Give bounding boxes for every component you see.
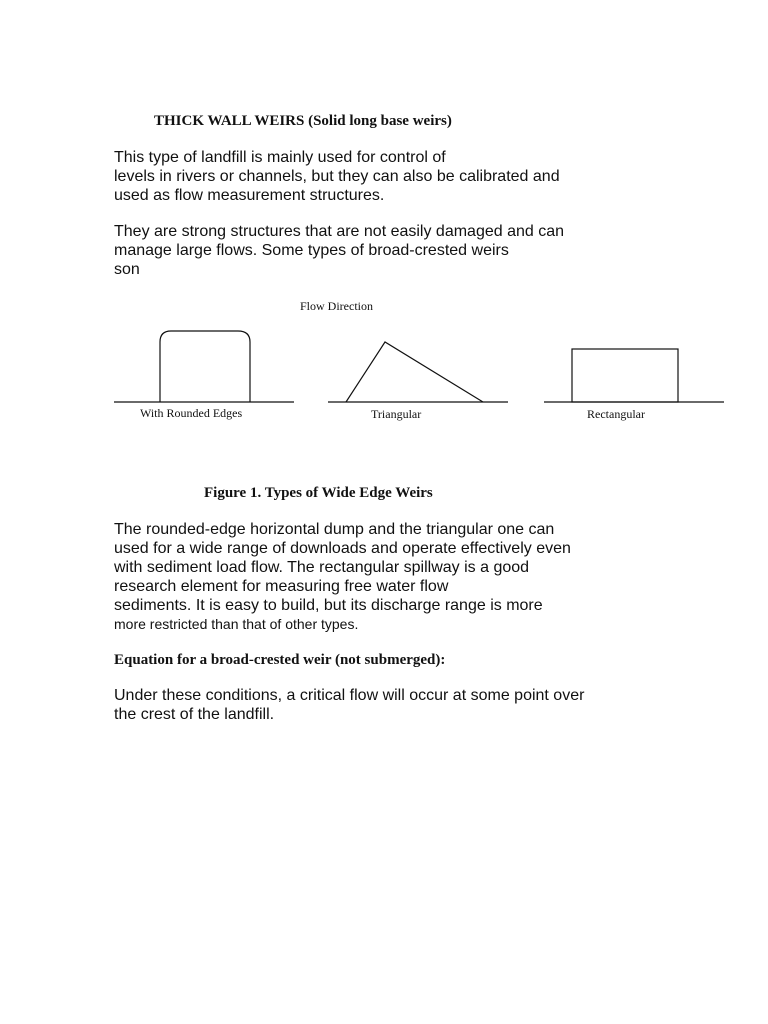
rectangular-weir-diagram <box>544 349 724 402</box>
rectangular-weir-shape <box>572 349 678 402</box>
paragraph-line: used for a wide range of downloads and operate effectively even <box>114 540 571 557</box>
paragraph-line: sediments. It is easy to build, but its discharge range is more <box>114 597 543 614</box>
weir-types-figure <box>0 290 768 430</box>
paragraph-line: The rounded-edge horizontal dump and the triangular one can <box>114 521 555 538</box>
paragraph-line: more restricted than that of other types. <box>114 616 359 632</box>
paragraph-line: manage large flows. Some types of broad-crested weirs <box>114 242 509 259</box>
strength-paragraph <box>114 222 564 279</box>
rounded-edges-label: With Rounded Edges <box>140 406 243 420</box>
paragraph-line: levels in rivers or channels, but they can also be calibrated and <box>114 168 560 185</box>
paragraph-line: son <box>114 261 140 278</box>
paragraph-line: the crest of the landfill. <box>114 706 275 723</box>
figure-caption: Figure 1. Types of Wide Edge Weirs <box>204 485 433 501</box>
intro-paragraph <box>114 148 560 205</box>
triangular-weir-diagram <box>328 342 508 402</box>
paragraph-line: with sediment load flow. The rectangular spillway is a good <box>114 559 530 576</box>
triangular-weir-shape <box>346 342 483 402</box>
triangular-label: Triangular <box>371 407 422 421</box>
paragraph-line: They are strong structures that are not easily damaged and can <box>114 223 565 240</box>
rectangular-label: Rectangular <box>587 407 645 421</box>
paragraph-line: used as flow measurement structures. <box>114 187 385 204</box>
paragraph-line: research element for measuring free water flow <box>114 578 449 595</box>
rounded-weir-shape <box>160 331 250 402</box>
rounded-edge-weir-diagram <box>114 331 294 402</box>
paragraph-line: Under these conditions, a critical flow will occur at some point over <box>114 687 585 704</box>
paragraph-line: This type of landfill is mainly used for control of <box>114 149 446 166</box>
section-heading: THICK WALL WEIRS (Solid long base weirs) <box>154 113 452 129</box>
equation-heading: Equation for a broad-crested weir (not submerged): <box>114 652 446 668</box>
conditions-paragraph <box>114 686 584 724</box>
flow-direction-label: Flow Direction <box>300 299 373 313</box>
comparison-paragraph <box>114 520 571 633</box>
